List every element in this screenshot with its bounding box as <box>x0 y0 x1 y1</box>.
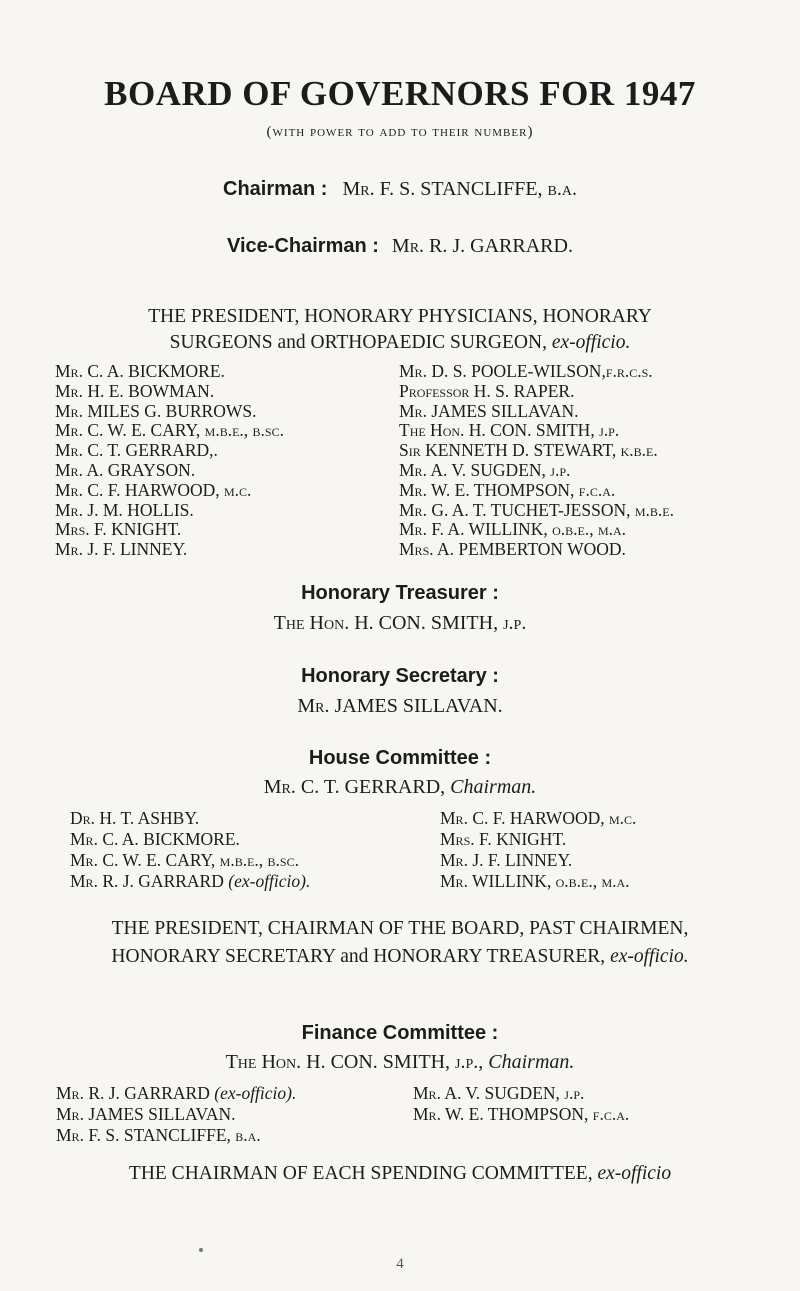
governor-entry: Sir KENNETH D. STEWART, k.b.e. <box>399 440 658 461</box>
governor-entry: The Hon. H. CON. SMITH, j.p. <box>399 420 620 441</box>
governor-entry: Mr. J. M. HOLLIS. <box>55 499 194 520</box>
member-entry: Mr. C. W. E. CARY, m.b.e., b.sc. <box>70 850 299 870</box>
governor-entry: Mr. C. W. E. CARY, m.b.e., b.sc. <box>55 420 284 441</box>
ex-officio-line-1: THE PRESIDENT, HONORARY PHYSICIANS, HONORARY <box>148 306 652 327</box>
governor-entry: Mrs. F. KNIGHT. <box>55 519 182 540</box>
member-entry: Mr. A. V. SUGDEN, j.p. <box>413 1083 585 1103</box>
governor-entry: Mr. C. F. HARWOOD, m.c. <box>55 479 252 500</box>
governor-entry: Mr. J. F. LINNEY. <box>55 539 188 560</box>
finance-footer-text: THE CHAIRMAN OF EACH SPENDING COMMITTEE, <box>128 1163 593 1184</box>
governor-entry: Mr. A. V. SUGDEN, j.p. <box>399 459 571 480</box>
house-committee-chair <box>0 776 800 799</box>
governor-entry: Mr. C. A. BICKMORE. <box>55 361 225 381</box>
member-entry: Mr. JAMES SILLAVAN. <box>56 1104 236 1124</box>
finance-committee-heading: Finance Committee : <box>301 1022 499 1044</box>
house-chair-role: Chairman. <box>450 776 537 798</box>
vice-chairman-name: Mr. R. J. GARRARD. <box>391 235 573 257</box>
house-ex-officio-line-2 <box>0 946 800 968</box>
governor-entry: Mr. F. A. WILLINK, o.b.e., m.a. <box>399 519 627 540</box>
member-entry: Mr. R. J. GARRARD <box>56 1083 210 1103</box>
house-chair-name: Mr. C. T. GERRARD, <box>263 776 446 798</box>
governor-entry: Mrs. A. PEMBERTON WOOD. <box>399 539 626 560</box>
ink-dot <box>199 1248 203 1252</box>
member-entry: Mr. J. F. LINNEY. <box>440 850 573 870</box>
house-ex-officio-text: HONORARY SECRETARY and HONORARY TREASURER, <box>111 946 606 967</box>
chairman-line <box>0 178 800 201</box>
governor-entry: Mr. W. E. THOMPSON, f.c.a. <box>399 479 616 500</box>
finance-chair-role: Chairman. <box>488 1051 575 1073</box>
page-subtitle: (with power to add to their number) <box>266 124 534 140</box>
treasurer-heading: Honorary Treasurer : <box>301 582 499 604</box>
member-entry: Mr. R. J. GARRARD <box>70 871 224 891</box>
finance-footer-line <box>0 1163 800 1185</box>
governor-entry: Mr. C. T. GERRARD,. <box>55 440 218 461</box>
member-entry: Mr. C. A. BICKMORE. <box>70 829 240 849</box>
house-committee-heading: House Committee : <box>308 747 492 769</box>
page-number: 4 <box>396 1256 404 1272</box>
finance-committee-right <box>413 1083 629 1125</box>
page-title: BOARD OF GOVERNORS FOR 1947 <box>104 74 696 113</box>
member-entry: Mr. W. E. THOMPSON, f.c.a. <box>413 1104 630 1124</box>
governor-entry: Mr. MILES G. BURROWS. <box>55 400 257 421</box>
governor-entry: Mr. D. S. POOLE-WILSON,f.r.c.s. <box>399 361 653 381</box>
house-committee-right <box>440 808 636 892</box>
ex-officio-suffix: (ex-officio). <box>214 1083 297 1103</box>
vice-chairman-label: Vice-Chairman : <box>227 235 379 257</box>
chairman-name: Mr. F. S. STANCLIFFE, b.a. <box>342 178 577 200</box>
vice-chairman-line <box>0 235 800 258</box>
governor-entry: Mr. G. A. T. TUCHET-JESSON, m.b.e. <box>399 499 674 520</box>
governor-entry: Mr. H. E. BOWMAN. <box>55 380 215 401</box>
secretary-name: Mr. JAMES SILLAVAN. <box>297 695 503 717</box>
governor-entry: Mr. A. GRAYSON. <box>55 459 196 480</box>
member-entry: Mr. F. S. STANCLIFFE, b.a. <box>56 1125 261 1145</box>
ex-officio-suffix: (ex-officio). <box>228 871 311 891</box>
governor-entry: Professor H. S. RAPER. <box>399 380 575 401</box>
member-entry-with-suffix <box>56 1083 296 1104</box>
finance-committee-left <box>56 1083 296 1146</box>
finance-footer-italic: ex-officio <box>597 1163 672 1184</box>
member-entry: Mrs. F. KNIGHT. <box>440 829 567 849</box>
secretary-heading: Honorary Secretary : <box>301 665 499 687</box>
house-ex-officio-italic: ex-officio. <box>610 946 689 967</box>
finance-chair-name: The Hon. H. CON. SMITH, j.p., <box>225 1051 484 1073</box>
member-entry: Dr. H. T. ASHBY. <box>70 808 200 828</box>
ex-officio-line-2 <box>0 332 800 354</box>
member-entry-with-suffix <box>70 871 310 892</box>
member-entry: Mr. C. F. HARWOOD, m.c. <box>440 808 637 828</box>
treasurer-name: The Hon. H. CON. SMITH, j.p. <box>273 612 527 634</box>
house-committee-left <box>70 808 310 892</box>
member-entry: Mr. WILLINK, o.b.e., m.a. <box>440 871 630 891</box>
governor-entry: Mr. JAMES SILLAVAN. <box>399 400 579 421</box>
governors-right-column <box>399 362 674 560</box>
finance-committee-chair <box>0 1051 800 1074</box>
ex-officio-italic: ex-officio. <box>551 332 631 353</box>
ex-officio-line-2-text: SURGEONS and ORTHOPAEDIC SURGEON, <box>169 332 547 353</box>
house-ex-officio-line-1: THE PRESIDENT, CHAIRMAN OF THE BOARD, PAST CHAIRMEN, <box>111 918 689 939</box>
chairman-label: Chairman : <box>223 178 328 200</box>
governors-left-column <box>55 362 284 560</box>
